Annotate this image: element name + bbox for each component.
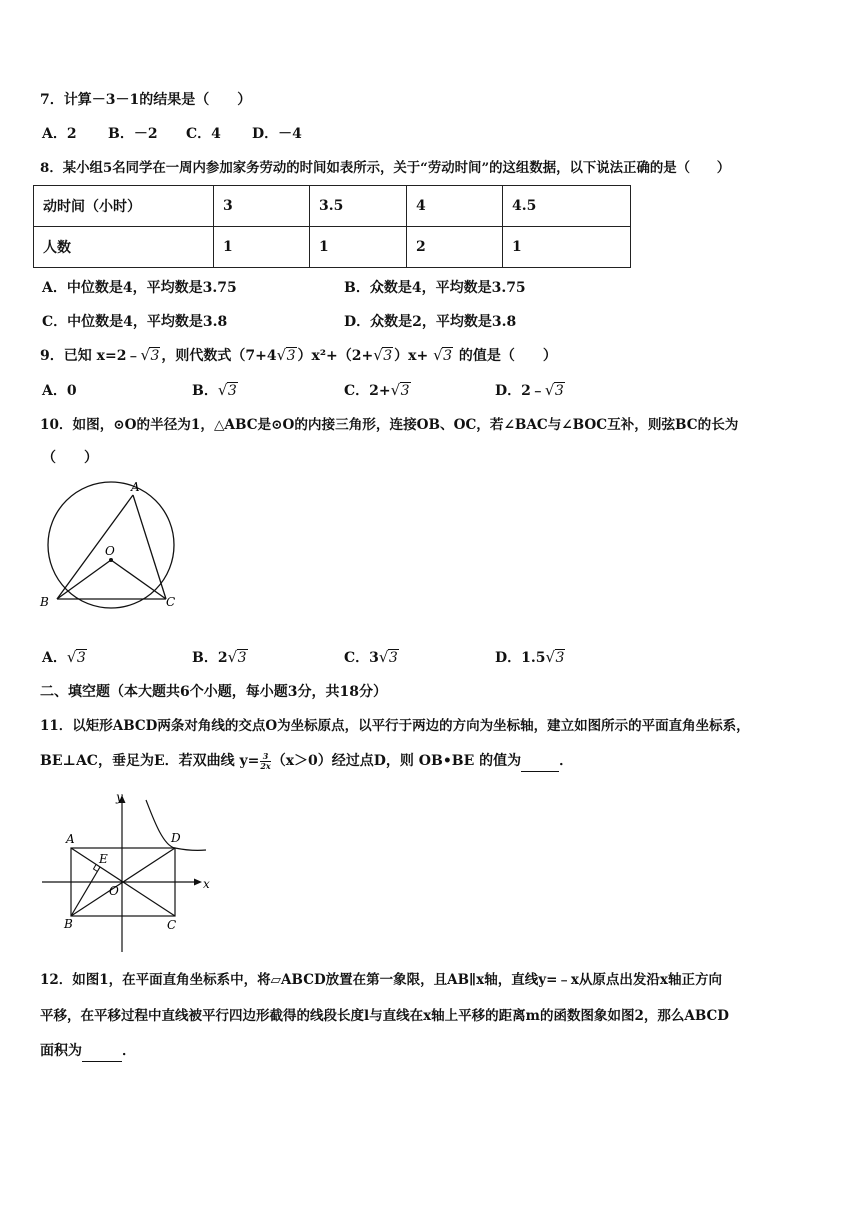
sqrt-3: √ 3 <box>379 648 399 668</box>
table-cell: 3 <box>214 186 310 227</box>
sqrt-3: √ 3 <box>218 381 238 401</box>
segment-ob <box>57 560 111 599</box>
sqrt-3: √ 3 <box>545 381 565 401</box>
q7-option-c: C．4 <box>186 126 221 142</box>
segment-be <box>71 867 100 916</box>
q9-option-a: A．0 <box>42 383 77 399</box>
answer-blank[interactable] <box>82 1041 122 1062</box>
table-cell: 1 <box>503 227 631 268</box>
q10-option-b: B．2√ 3 <box>192 648 249 668</box>
label-b: B <box>40 595 49 609</box>
segment-ab <box>57 495 133 599</box>
table-cell: 1 <box>310 227 407 268</box>
q7-option-b: B．－2 <box>108 126 158 142</box>
q12-stem-line2: 平移，在平移过程中直线被平行四边形截得的线段长度l与直线在x轴上平移的距离m的函数图象如图2，那么ABCD <box>40 1008 729 1024</box>
q11-stem-line2: BE⊥AC，垂足为E．若双曲线 y= $\frac{3}{2x}$ （x＞0）经过点D，则 OB•BE 的值为 ． <box>40 750 574 771</box>
table-cell: 动时间（小时） <box>34 186 214 227</box>
sqrt-3: √ 3 <box>546 648 566 668</box>
q9-stem-part: ）x²+（2+ <box>297 348 374 364</box>
label-d: D <box>171 831 181 845</box>
label-a: A <box>66 832 75 846</box>
sqrt-3: √ 3 <box>277 346 297 366</box>
q9-option-b: B．√ 3 <box>192 381 239 401</box>
q10-option-c: C．3√ 3 <box>344 648 400 668</box>
table-cell: 1 <box>214 227 310 268</box>
q9-stem <box>40 346 557 366</box>
table-cell: 3.5 <box>310 186 407 227</box>
q10-option-a: A．√ 3 <box>42 648 88 668</box>
segment-oc <box>111 560 166 599</box>
sqrt-3: √ 3 <box>373 346 393 366</box>
sqrt-3: √ 3 <box>140 346 160 366</box>
label-o: O <box>105 544 115 558</box>
q9-stem-part: 的值是（ ） <box>458 348 557 364</box>
q9-option-c: C．2+√ 3 <box>344 381 412 401</box>
q8-option-d: D．众数是2，平均数是3.8 <box>344 314 517 330</box>
label-a: A <box>131 480 140 494</box>
x-axis-arrow <box>194 879 202 886</box>
label-c: C <box>166 595 176 609</box>
q10-stem-line1: 10．如图，⊙O的半径为1，△ABC是⊙O的内接三角形，连接OB、OC，若∠BAC与∠BOC互补，则弦BC的长为 <box>40 417 739 433</box>
label-c: C <box>167 918 177 932</box>
q9-stem-part: 9．已知 x=2﹣ <box>40 348 141 364</box>
sqrt-3: √ 3 <box>67 648 87 668</box>
q7-option-d: D．－4 <box>252 126 302 142</box>
q7-option-a: A．2 <box>42 126 77 142</box>
table-row <box>34 186 631 227</box>
answer-blank[interactable] <box>521 751 559 772</box>
center-point <box>109 558 113 562</box>
q9-option-d: D．2﹣√ 3 <box>495 381 566 401</box>
label-y: y <box>116 790 123 804</box>
sqrt-3: √ 3 <box>433 346 453 366</box>
section-heading: 二、填空题（本大题共6个小题，每小题3分，共18分） <box>40 684 387 700</box>
q8-option-a: A．中位数是4，平均数是3.75 <box>42 280 237 296</box>
q8-data-table <box>33 185 631 268</box>
fraction-3-over-2x: $\frac{3}{2x}$ <box>260 750 271 771</box>
q8-stem: 8．某小组5名同学在一周内参加家务劳动的时间如表所示，关于“劳动时间”的这组数据，以下说法正确的是（ ） <box>40 160 731 176</box>
label-o: O <box>109 884 119 898</box>
q8-option-b: B．众数是4，平均数是3.75 <box>344 280 526 296</box>
q12-stem-line1: 12．如图1，在平面直角坐标系中，将▱ABCD放置在第一象限，且AB∥x轴，直线y=﹣x从原点出发沿x轴正方向 <box>40 972 722 988</box>
label-x: x <box>203 877 210 891</box>
segment-ac <box>133 495 166 599</box>
q9-stem-part: ，则代数式（7+4 <box>161 348 277 364</box>
table-cell: 4 <box>407 186 503 227</box>
table-cell: 人数 <box>34 227 214 268</box>
table-cell: 4.5 <box>503 186 631 227</box>
q10-circle-figure <box>35 478 185 618</box>
q10-option-d: D．1.5√ 3 <box>495 648 566 668</box>
q7-stem: 7．计算－3－1的结果是（ ） <box>40 92 252 108</box>
label-e: E <box>99 852 108 866</box>
q9-stem-part: ）x+ <box>394 348 429 364</box>
table-cell: 2 <box>407 227 503 268</box>
table-row <box>34 227 631 268</box>
label-b: B <box>64 917 73 931</box>
sqrt-3: √ 3 <box>391 381 411 401</box>
q11-coordinate-figure <box>38 788 218 956</box>
q10-stem-line2: （ ） <box>42 450 98 466</box>
q12-stem-line3: 面积为 ． <box>40 1041 136 1062</box>
sqrt-3: √ 3 <box>228 648 248 668</box>
q8-option-c: C．中位数是4，平均数是3.8 <box>42 314 228 330</box>
q11-stem-line1: 11．以矩形ABCD两条对角线的交点O为坐标原点，以平行于两边的方向为坐标轴，建立如图所示的平面直角坐标系， <box>40 718 750 734</box>
